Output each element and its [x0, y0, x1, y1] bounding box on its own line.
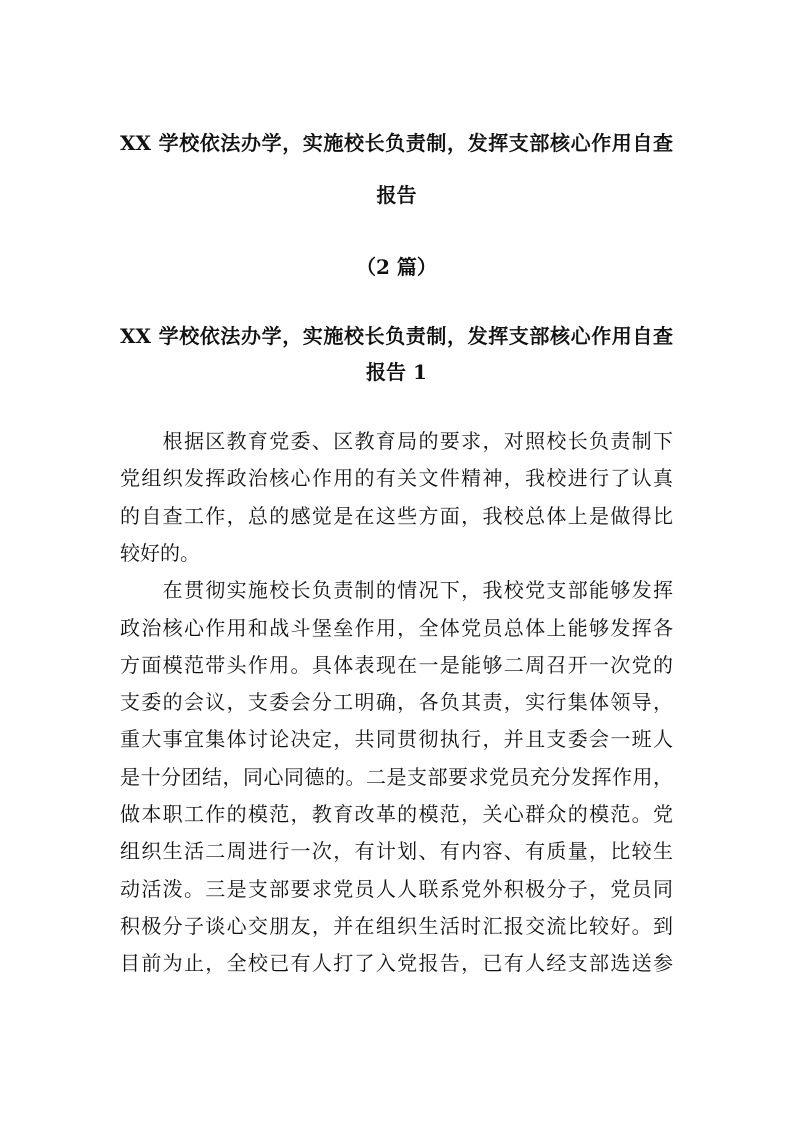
body-line: 组织生活二周进行一次，有计划、有内容、有质量，比较生 [120, 839, 673, 864]
body-line: 的自查工作，总的感觉是在这些方面，我校总体上是做得比 [120, 503, 673, 528]
body-line: 目前为止，全校已有人打了入党报告，已有人经支部选送参 [120, 951, 673, 976]
document-title-line-1: XX 学校依法办学，实施校长负责制，发挥支部核心作用自查 [120, 131, 673, 155]
body-line: 方面模范带头作用。具体表现在一是能够二周召开一次党的 [120, 652, 673, 677]
body-line: 积极分子谈心交朋友，并在组织生活时汇报交流比较好。到 [120, 913, 673, 938]
section-title-line-1: XX 学校依法办学，实施校长负责制，发挥支部核心作用自查 [120, 324, 673, 348]
body-line: 根据区教育党委、区教育局的要求，对照校长负责制下 [120, 429, 673, 453]
body-line: 是十分团结，同心同德的。二是支部要求党员充分发挥作用， [120, 764, 673, 789]
section-title-line-2: 报告 1 [366, 360, 427, 384]
body-line: 政治核心作用和战斗堡垒作用，全体党员总体上能够发挥各 [120, 615, 673, 640]
body-line: 在贯彻实施校长负责制的情况下，我校党支部能够发挥 [120, 578, 673, 603]
document-title-line-2: 报告 [376, 183, 417, 207]
body-line: 支委的会议，支委会分工明确，各负其责，实行集体领导， [120, 690, 673, 715]
body-line: 重大事宜集体讨论决定，共同贯彻执行，并且支委会一班人 [120, 727, 673, 752]
body-line: 较好的。 [120, 540, 200, 565]
body-line: 动活泼。三是支部要求党员人人联系党外积极分子，党员同 [120, 876, 673, 901]
body-line: 党组织发挥政治核心作用的有关文件精神，我校进行了认真 [120, 466, 673, 491]
body-line: 做本职工作的模范，教育改革的模范，关心群众的模范。党 [120, 802, 673, 826]
article-count: （2 篇） [356, 255, 437, 279]
